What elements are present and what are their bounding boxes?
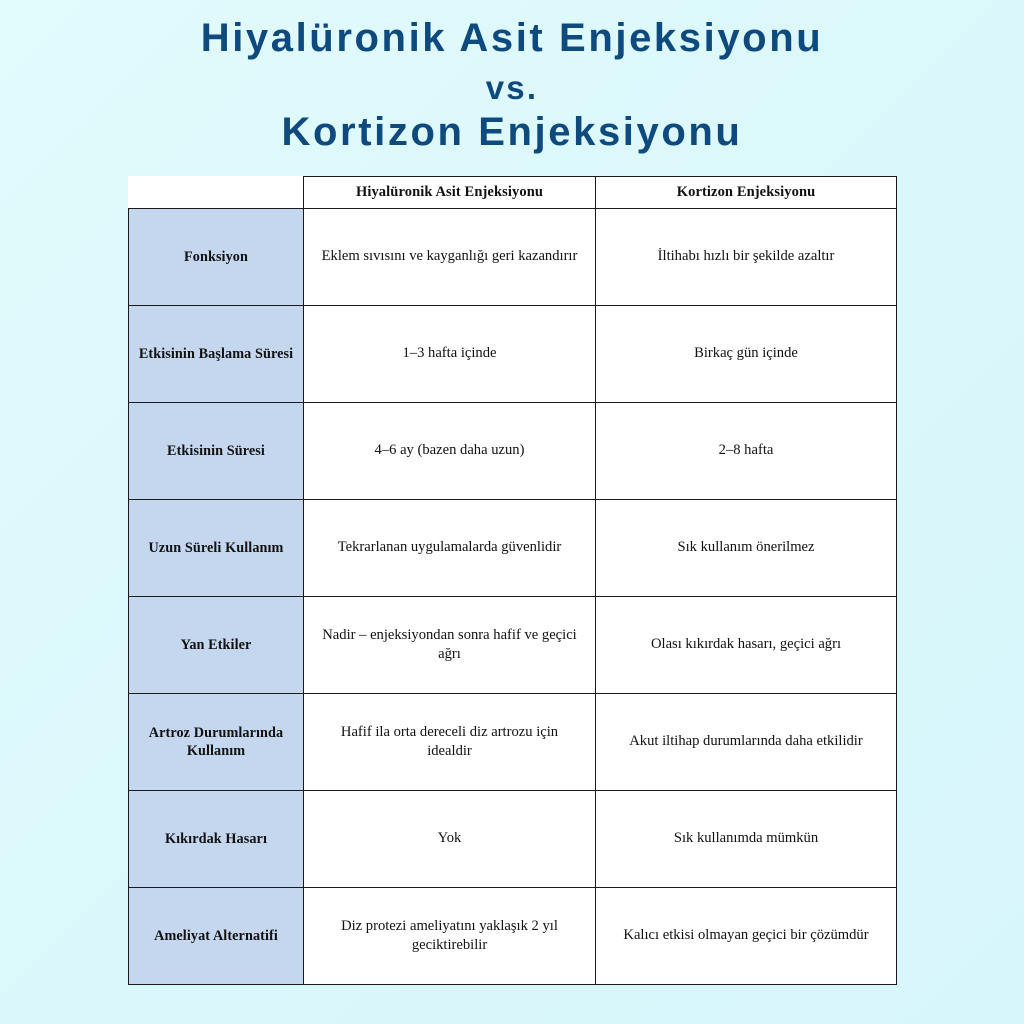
header-cell-blank xyxy=(129,177,304,209)
cell-cortisone: Olası kıkırdak hasarı, geçici ağrı xyxy=(596,597,897,694)
table-row xyxy=(129,500,897,597)
cell-cortisone: İltihabı hızlı bir şekilde azaltır xyxy=(596,209,897,306)
row-label: Yan Etkiler xyxy=(129,597,304,694)
cell-hyaluronic: Yok xyxy=(304,791,596,888)
cell-cortisone: Sık kullanımda mümkün xyxy=(596,791,897,888)
cell-hyaluronic: 1–3 hafta içinde xyxy=(304,306,596,403)
row-label: Etkisinin Süresi xyxy=(129,403,304,500)
header-cell-cortisone: Kortizon Enjeksiyonu xyxy=(596,177,897,209)
cell-cortisone: Kalıcı etkisi olmayan geçici bir çözümdür xyxy=(596,888,897,985)
row-label: Fonksiyon xyxy=(129,209,304,306)
cell-hyaluronic: 4–6 ay (bazen daha uzun) xyxy=(304,403,596,500)
comparison-table-container xyxy=(128,176,896,985)
title-line-secondary: Kortizon Enjeksiyonu xyxy=(281,110,743,154)
cell-cortisone: Akut iltihap durumlarında daha etkilidir xyxy=(596,694,897,791)
row-label: Ameliyat Alternatifi xyxy=(129,888,304,985)
table-row xyxy=(129,597,897,694)
cell-hyaluronic: Nadir – enjeksiyondan sonra hafif ve geçici ağrı xyxy=(304,597,596,694)
page-title xyxy=(0,18,1024,152)
table-row xyxy=(129,694,897,791)
cell-hyaluronic: Hafif ila orta dereceli diz artrozu için idealdir xyxy=(304,694,596,791)
cell-cortisone: Birkaç gün içinde xyxy=(596,306,897,403)
header-cell-hyaluronic: Hiyalüronik Asit Enjeksiyonu xyxy=(304,177,596,209)
row-label: Kıkırdak Hasarı xyxy=(129,791,304,888)
row-label: Etkisinin Başlama Süresi xyxy=(129,306,304,403)
table-row xyxy=(129,209,897,306)
table-row xyxy=(129,888,897,985)
table-row xyxy=(129,791,897,888)
table-header-row xyxy=(129,177,897,209)
cell-cortisone: Sık kullanım önerilmez xyxy=(596,500,897,597)
row-label: Artroz Durumlarında Kullanım xyxy=(129,694,304,791)
title-line-versus: vs. xyxy=(485,69,539,106)
row-label: Uzun Süreli Kullanım xyxy=(129,500,304,597)
table-row xyxy=(129,306,897,403)
cell-cortisone: 2–8 hafta xyxy=(596,403,897,500)
title-line-primary: Hiyalüronik Asit Enjeksiyonu xyxy=(200,16,824,60)
cell-hyaluronic: Diz protezi ameliyatını yaklaşık 2 yıl geciktirebilir xyxy=(304,888,596,985)
comparison-table xyxy=(128,176,897,985)
cell-hyaluronic: Tekrarlanan uygulamalarda güvenlidir xyxy=(304,500,596,597)
cell-hyaluronic: Eklem sıvısını ve kayganlığı geri kazandırır xyxy=(304,209,596,306)
table-row xyxy=(129,403,897,500)
